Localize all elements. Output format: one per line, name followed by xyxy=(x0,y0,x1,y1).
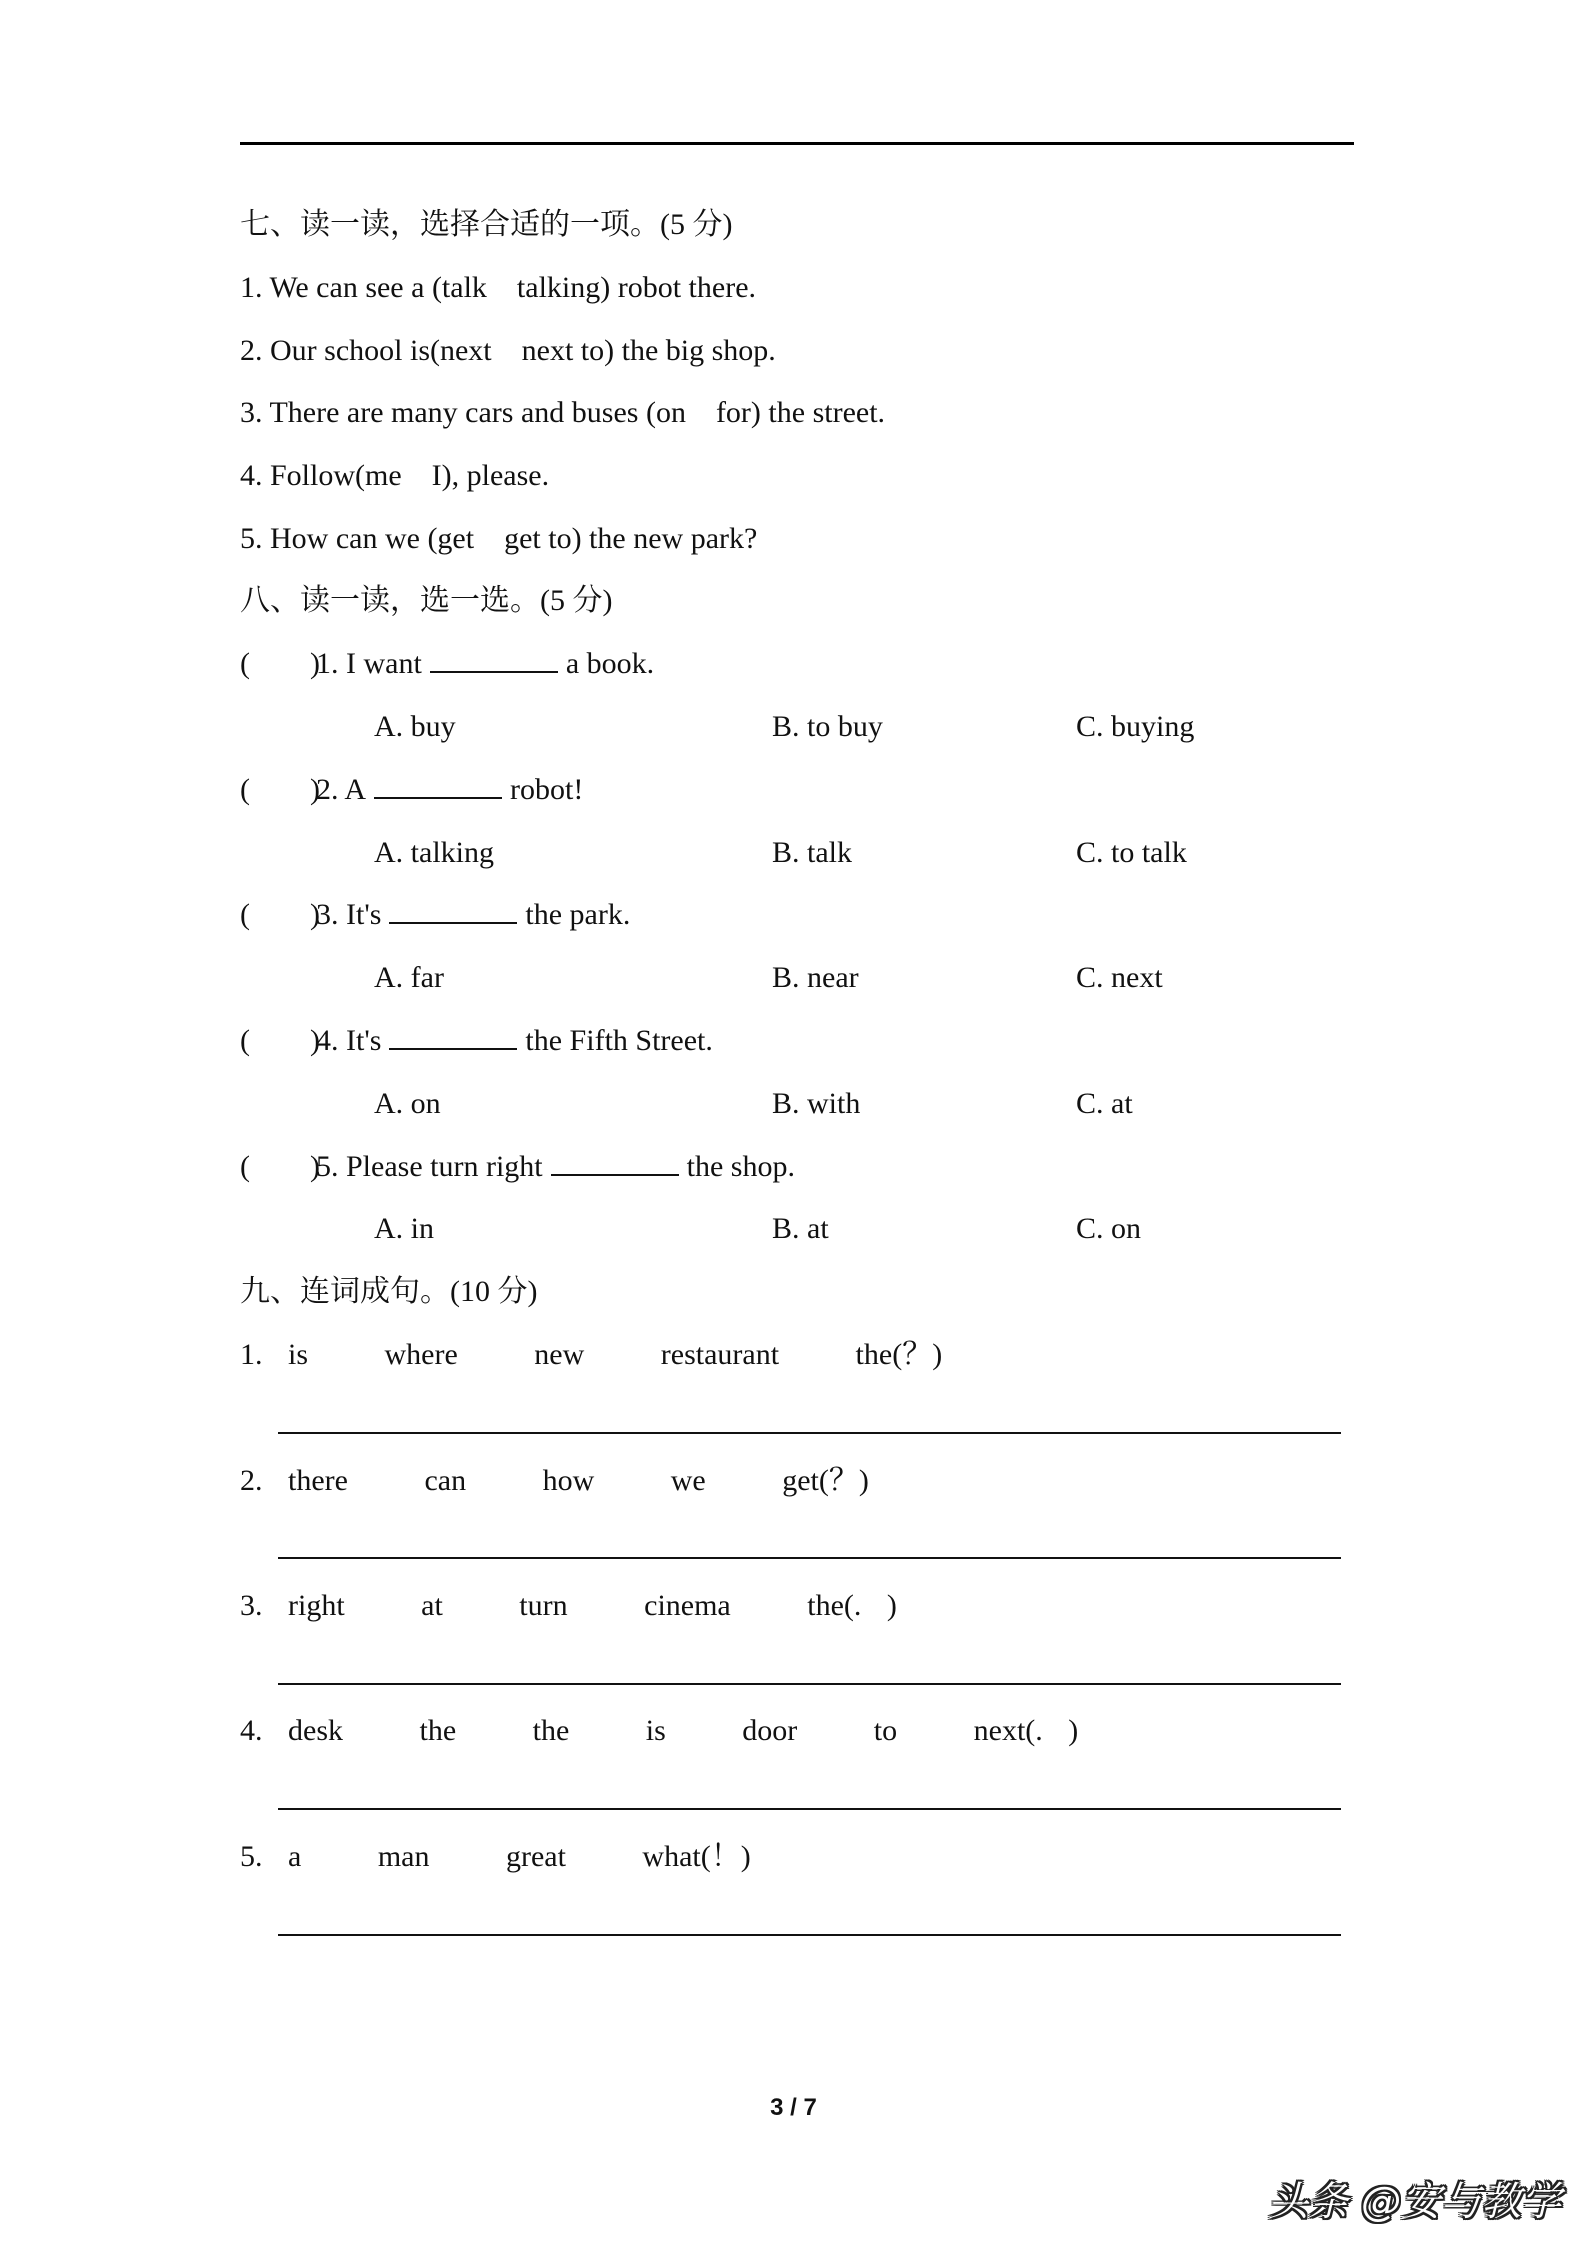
s7-item-2: 2. Our school is(next next to) the big shop. xyxy=(240,334,776,367)
s8-question-2: 2. A robot! xyxy=(316,773,584,806)
s8-q1-option-a: A. buy xyxy=(374,710,456,743)
s9-item-4: 4. desk the the is door to next(. ) xyxy=(240,1714,1079,1747)
section7-heading: 七、读一读，选择合适的一项。(5 分) xyxy=(240,208,733,241)
answer-line xyxy=(278,1934,1341,1936)
s8-q4-option-a: A. on xyxy=(374,1087,441,1120)
s8-q4-option-b: B. with xyxy=(772,1087,861,1120)
s8-q5-option-c: C. on xyxy=(1076,1212,1142,1245)
section8-heading: 八、读一读，选一选。(5 分) xyxy=(240,584,613,617)
s9-item-2: 2. there can how we get(？) xyxy=(240,1464,869,1497)
fill-blank xyxy=(389,1022,517,1050)
s8-q3-option-c: C. next xyxy=(1076,961,1163,994)
fill-blank xyxy=(551,1148,679,1176)
s8-question-5: 5. Please turn right the shop. xyxy=(316,1150,795,1183)
s8-q4-option-c: C. at xyxy=(1076,1087,1133,1120)
s8-q2-option-b: B. talk xyxy=(772,836,852,869)
s8-question-1: 1. I want a book. xyxy=(316,647,655,680)
answer-line xyxy=(278,1432,1341,1434)
s8-q5-option-b: B. at xyxy=(772,1212,829,1245)
s7-item-1: 1. We can see a (talk talking) robot there. xyxy=(240,271,757,304)
s9-item-5: 5. a man great what(！) xyxy=(240,1840,751,1873)
s8-question-4: 4. It's the Fifth Street. xyxy=(316,1024,713,1057)
answer-line xyxy=(278,1808,1341,1810)
section9-heading: 九、连词成句。(10 分) xyxy=(240,1275,538,1308)
fill-blank xyxy=(430,645,558,673)
s8-q2-option-a: A. talking xyxy=(374,836,494,869)
fill-blank xyxy=(389,896,517,924)
s8-question-3: 3. It's the park. xyxy=(316,898,631,931)
s7-item-3: 3. There are many cars and buses (on for) the street. xyxy=(240,396,886,429)
answer-line xyxy=(278,1683,1341,1685)
s8-q5-option-a: A. in xyxy=(374,1212,434,1245)
s8-q3-option-b: B. near xyxy=(772,961,859,994)
s9-item-1: 1. is where new restaurant the(？) xyxy=(240,1338,943,1371)
s9-item-3: 3. right at turn cinema the(. ) xyxy=(240,1589,897,1622)
answer-line xyxy=(278,1557,1341,1559)
s7-item-4: 4. Follow(me I), please. xyxy=(240,459,550,492)
s8-q1-option-c: C. buying xyxy=(1076,710,1195,743)
fill-blank xyxy=(374,771,502,799)
answer-paren: ( ) xyxy=(240,1150,320,1183)
s8-q3-option-a: A. far xyxy=(374,961,444,994)
top-rule xyxy=(240,142,1354,145)
answer-paren: ( ) xyxy=(240,1024,320,1057)
s8-q2-option-c: C. to talk xyxy=(1076,836,1187,869)
answer-paren: ( ) xyxy=(240,647,320,680)
s8-q1-option-b: B. to buy xyxy=(772,710,883,743)
page-number: 3 / 7 xyxy=(770,2094,817,2121)
answer-paren: ( ) xyxy=(240,898,320,931)
watermark: 头条 @安与教学 xyxy=(1268,2179,1561,2225)
s7-item-5: 5. How can we (get get to) the new park? xyxy=(240,522,758,555)
answer-paren: ( ) xyxy=(240,773,320,806)
